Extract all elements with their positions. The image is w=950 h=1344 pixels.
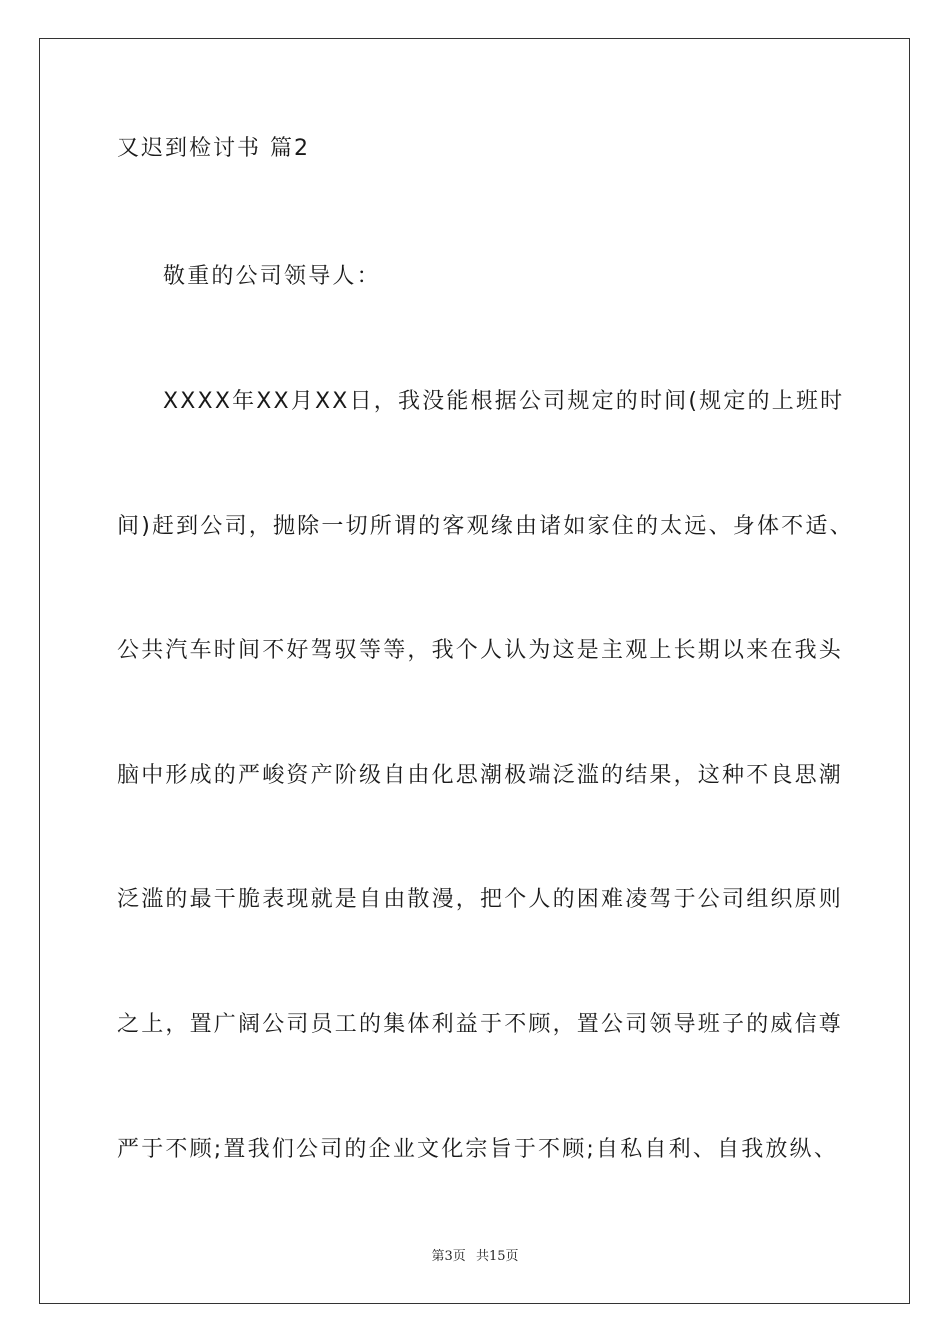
document-title: 又迟到检讨书 篇2 (117, 136, 310, 161)
total-pages-label: 共15页 (475, 1249, 519, 1264)
salutation: 敬重的公司领导人： (163, 264, 381, 289)
current-page-label: 第3页 (431, 1249, 466, 1264)
body-line-4: 脑中形成的严峻资产阶级自由化思潮极端泛滥的结果，这种不良思潮 (117, 763, 844, 788)
body-line-2: 间)赶到公司，抛除一切所谓的客观缘由诸如家住的太远、身体不适、 (117, 514, 854, 539)
body-line-7: 严于不顾;置我们公司的企业文化宗旨于不顾;自私自利、自我放纵、 (117, 1137, 839, 1162)
page-footer (0, 1248, 950, 1266)
page-border (39, 38, 910, 1304)
body-line-1: XXXX年XX月XX日，我没能根据公司规定的时间(规定的上班时 (163, 389, 845, 414)
body-line-6: 之上，置广阔公司员工的集体利益于不顾，置公司领导班子的威信尊 (117, 1012, 844, 1037)
body-line-5: 泛滥的最干脆表现就是自由散漫，把个人的困难凌驾于公司组织原则 (117, 887, 844, 912)
body-line-3: 公共汽车时间不好驾驭等等，我个人认为这是主观上长期以来在我头 (117, 638, 844, 663)
